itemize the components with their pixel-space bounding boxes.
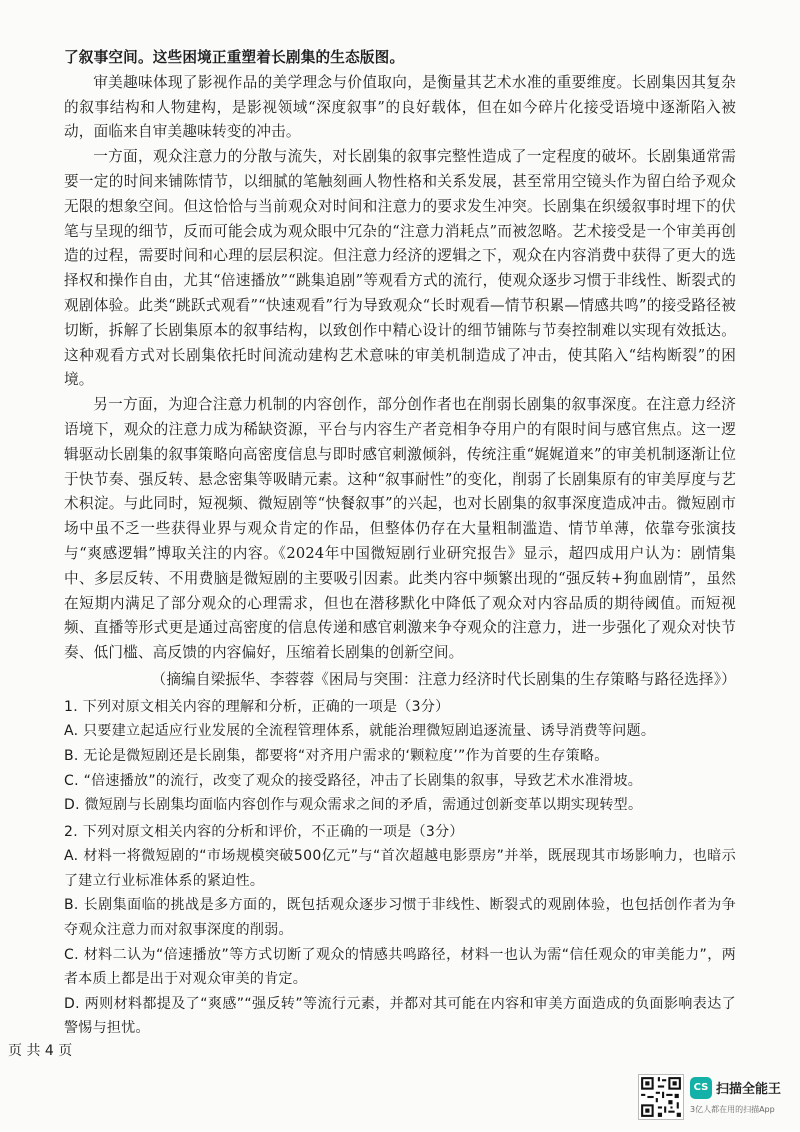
- question-1: [64, 695, 736, 818]
- reading-passage: [64, 46, 736, 1041]
- passage-paragraph-1: 审美趣味体现了影视作品的美学理念与价值取向，是衡量其艺术水准的重要维度。长剧集因其复杂的叙事结构和人物建构，是影视领域“深度叙事”的良好载体，但在如今碎片化接受语境中逐渐陷入被动，面临来自审美趣味转变的冲击。: [64, 73, 736, 141]
- cs-logo-icon: CS: [690, 1077, 712, 1099]
- scanner-watermark: [638, 1074, 788, 1122]
- option-c: C. 材料二认为“倍速播放”等方式切断了观众的情感共鸣路径，材料一也认为需“信任观众的审美能力”，两者本质上都是出于对观众审美的肯定。: [64, 946, 736, 988]
- option-a: A. 材料一将微短剧的“市场规模突破500亿元”与“首次超越电影票房”并举，既展现其市场影响力，也暗示了建立行业标准体系的紧迫性。: [64, 848, 736, 889]
- passage-paragraph-2: 一方面，观众注意力的分散与流失，对长剧集的叙事完整性造成了一定程度的破坏。长剧集通常需要一定的时间来铺陈情节，以细腻的笔触刻画人物性格和关系发展，甚至常用空镜头作为留白给予观众无限的想象空间。但这恰恰与当前观众对时间和注意力的要求发生冲突。长剧集在织缓叙事时埋下的伏笔与呈现的细节，反而可能会成为观众眼中冗杂的“注意力消耗点”而被忽略。艺术接受是一个审美再创造的过程，需要时间和心理的层层积淀。但注意力经济的逻辑之下，观众在内容消费中获得了更大的选择权和操作自由，尤其“倍速播放”“跳集追剧”等观看方式的流行，使观众逐步习惯于非线性、断裂式的观剧体验。此类“跳跃式观看”“快速观看”行为导致观众“长时观看—情节积累—情感共鸣”的接受路径被切断，拆解了长剧集原本的叙事结构，以致创作中精心设计的细节铺陈与节奏控制难以实现有效抵达。这种观看方式对长剧集依托时间流动建构艺术意味的审美机制造成了冲击，使其陷入“结构断裂”的困境。: [64, 148, 736, 389]
- option-b: B. 无论是微短剧还是长剧集，都要将“对齐用户需求的‘颗粒度’”作为首要的生存策略。: [64, 747, 609, 764]
- option-c: C. “倍速播放”的流行，改变了观众的接受路径，冲击了长剧集的叙事，导致艺术水准滑坡。: [64, 772, 643, 789]
- page-footer: 页 共 4 页: [8, 1043, 73, 1059]
- question-2: [64, 820, 736, 1041]
- scanner-tagline: 3亿人都在用的扫描App: [690, 1105, 775, 1114]
- scanner-app-name: 扫描全能王: [716, 1082, 782, 1097]
- qr-code-icon: [638, 1074, 684, 1120]
- option-b: B. 长剧集面临的挑战是多方面的，既包括观众逐步习惯于非线性、断裂式的观剧体验，也包括创作者为争夺观众注意力而对叙事深度的削弱。: [64, 897, 736, 939]
- passage-paragraph-3: 另一方面，为迎合注意力机制的内容创作，部分创作者也在削弱长剧集的叙事深度。在注意力经济语境下，观众的注意力成为稀缺资源，平台与内容生产者竞相争夺用户的有限时间与感官焦点。这一逻辑驱动长剧集的叙事策略向高密度信息与即时感官刺激倾斜，传统注重“娓娓道来”的审美机制逐渐让位于快节奏、强反转、悬念密集等吸睛元素。这种“叙事耐性”的变化，削弱了长剧集原有的审美厚度与艺术积淀。与此同时，短视频、微短剧等“快餐叙事”的兴起，也对长剧集的叙事深度造成冲击。微短剧市场中虽不乏一些获得业界与观众肯定的作品，但整体仍存在大量粗制滥造、情节单薄，依靠夸张演技与“爽感逻辑”博取关注的内容。《2024年中国微短剧行业研究报告》显示，超四成用户认为：剧情集中、多层反转、不用费脑是微短剧的主要吸引因素。此类内容中频繁出现的“强反转+狗血剧情”，虽然在短期内满足了部分观众的心理需求，但也在潜移默化中降低了观众对内容品质的期待阈值。而短视频、直播等形式更是通过高密度的信息传递和感官刺激来争夺观众的注意力，进一步强化了观众对快节奏、低门槛、高反馈的内容偏好，压缩着长剧集的创新空间。: [64, 396, 736, 662]
- question-title: 2. 下列对原文相关内容的分析和评价，不正确的一项是（3分）: [64, 823, 464, 840]
- option-d: D. 两则材料都提及了“爽感”“强反转”等流行元素，并都对其可能在内容和审美方面造成的负面影响表达了警惕与担忧。: [64, 995, 736, 1037]
- option-a: A. 只要建立起适应行业发展的全流程管理体系，就能治理微短剧追逐流量、诱导消费等问题。: [64, 723, 656, 740]
- passage-paragraph-0: 了叙事空间。这些困境正重塑着长剧集的生态版图。: [64, 49, 405, 66]
- question-title: 1. 下列对原文相关内容的理解和分析，正确的一项是（3分）: [64, 698, 450, 715]
- passage-citation: （摘编自梁振华、李蓉蓉《困局与突围：注意力经济时代长剧集的生存策略与路径选择》）: [151, 670, 736, 688]
- option-d: D. 微短剧与长剧集均面临内容创作与观众需求之间的矛盾，需通过创新变革以期实现转型。: [64, 797, 643, 814]
